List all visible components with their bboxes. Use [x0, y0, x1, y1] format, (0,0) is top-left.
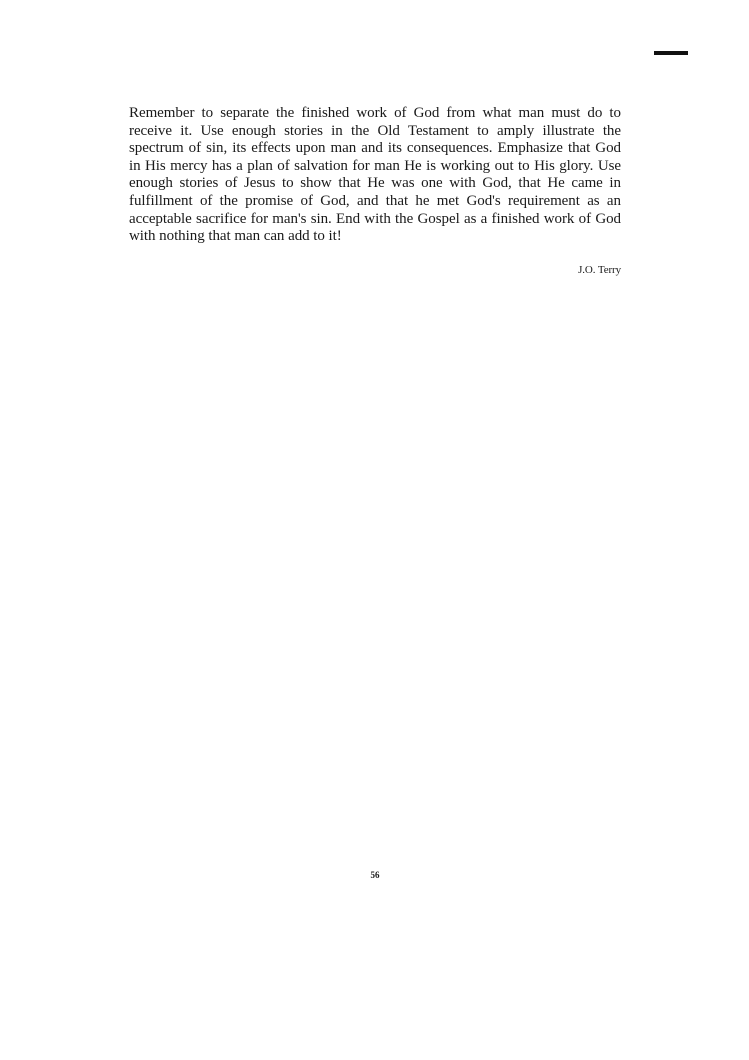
page-number: 56	[370, 870, 380, 880]
author-signature: J.O. Terry	[578, 264, 621, 276]
body-line: spectrum of sin, its effects upon man and its consequences. Emphasize that God	[129, 140, 621, 157]
body-line: acceptable sacrifice for man's sin. End with the Gospel as a finished work of God	[129, 210, 621, 227]
body-line: with nothing that man can add to it!	[129, 228, 342, 245]
body-line: receive it. Use enough stories in the Old Testament to amply illustrate the	[129, 122, 621, 139]
body-line: in His mercy has a plan of salvation for man He is working out to His glory. Use	[129, 157, 621, 174]
body-line: fulfillment of the promise of God, and that he met God's requirement as an	[129, 192, 621, 209]
body-paragraph	[129, 105, 621, 246]
corner-rule-mark	[654, 51, 688, 55]
body-line: enough stories of Jesus to show that He was one with God, that He came in	[129, 175, 621, 192]
body-line: Remember to separate the finished work of God from what man must do to	[129, 105, 621, 121]
